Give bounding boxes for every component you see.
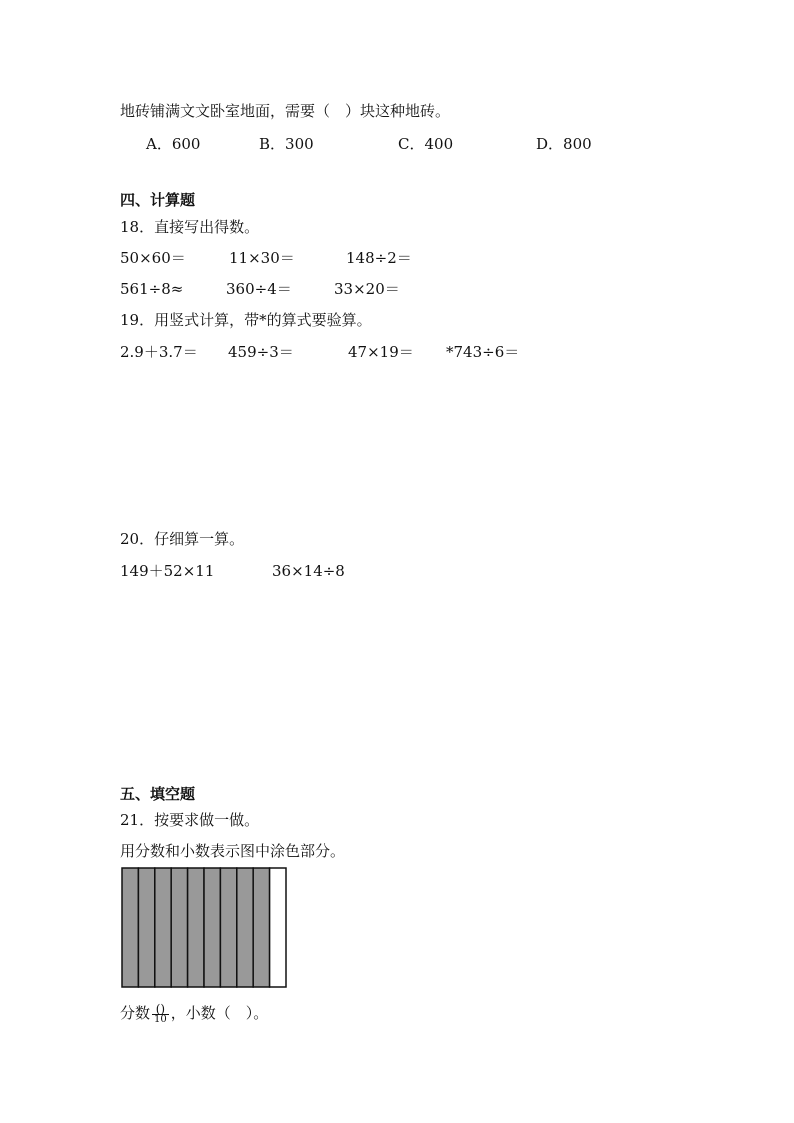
answer-suffix: ，小数（ ）。 [170, 1004, 269, 1022]
q18-item: 33×20＝ [334, 280, 400, 298]
q18-item: 561÷8≈ [120, 280, 184, 298]
q20-item: 36×14÷8 [272, 562, 345, 580]
fraction-numerator: () [152, 1004, 169, 1015]
fraction [152, 1001, 169, 1025]
shaded-stripe [155, 868, 171, 987]
section5-title: 五、填空题 [120, 785, 196, 803]
shaded-stripe [204, 868, 220, 987]
q17-option-b: B．300 [259, 135, 314, 153]
section4-title: 四、计算题 [120, 191, 196, 209]
answer-prefix: 分数 [120, 1004, 151, 1022]
shaded-stripe [122, 868, 138, 987]
q20-item: 149＋52×11 [120, 562, 215, 580]
q19-item: 2.9＋3.7＝ [120, 343, 198, 361]
q19-stem: 19．用竖式计算，带*的算式要验算。 [120, 311, 372, 329]
q19-item: 47×19＝ [348, 343, 414, 361]
shaded-stripe [253, 868, 269, 987]
q18-item: 50×60＝ [120, 249, 186, 267]
unshaded-stripe [270, 868, 286, 987]
q21-stem: 21．按要求做一做。 [120, 811, 260, 829]
q17-text: 地砖铺满文文卧室地面，需要（ ）块这种地砖。 [120, 102, 451, 120]
q17-option-d: D．800 [536, 135, 592, 153]
shaded-stripe [138, 868, 154, 987]
q21-answer [120, 1001, 268, 1025]
q18-item: 11×30＝ [229, 249, 295, 267]
shaded-stripe [171, 868, 187, 987]
q20-stem: 20．仔细算一算。 [120, 530, 245, 548]
shaded-stripe [220, 868, 236, 987]
q19-item: 459÷3＝ [228, 343, 294, 361]
shaded-stripe [237, 868, 253, 987]
shaded-stripes-figure [121, 867, 287, 988]
q17-option-a: A．600 [146, 135, 201, 153]
q18-item: 360÷4＝ [226, 280, 292, 298]
fraction-denominator: 10 [154, 1013, 167, 1025]
q17-option-c: C．400 [398, 135, 454, 153]
q19-item: *743÷6＝ [446, 343, 520, 361]
q18-stem: 18．直接写出得数。 [120, 218, 260, 236]
q18-item: 148÷2＝ [346, 249, 412, 267]
q21-sub: 用分数和小数表示图中涂色部分。 [120, 842, 346, 860]
shaded-stripe [188, 868, 204, 987]
